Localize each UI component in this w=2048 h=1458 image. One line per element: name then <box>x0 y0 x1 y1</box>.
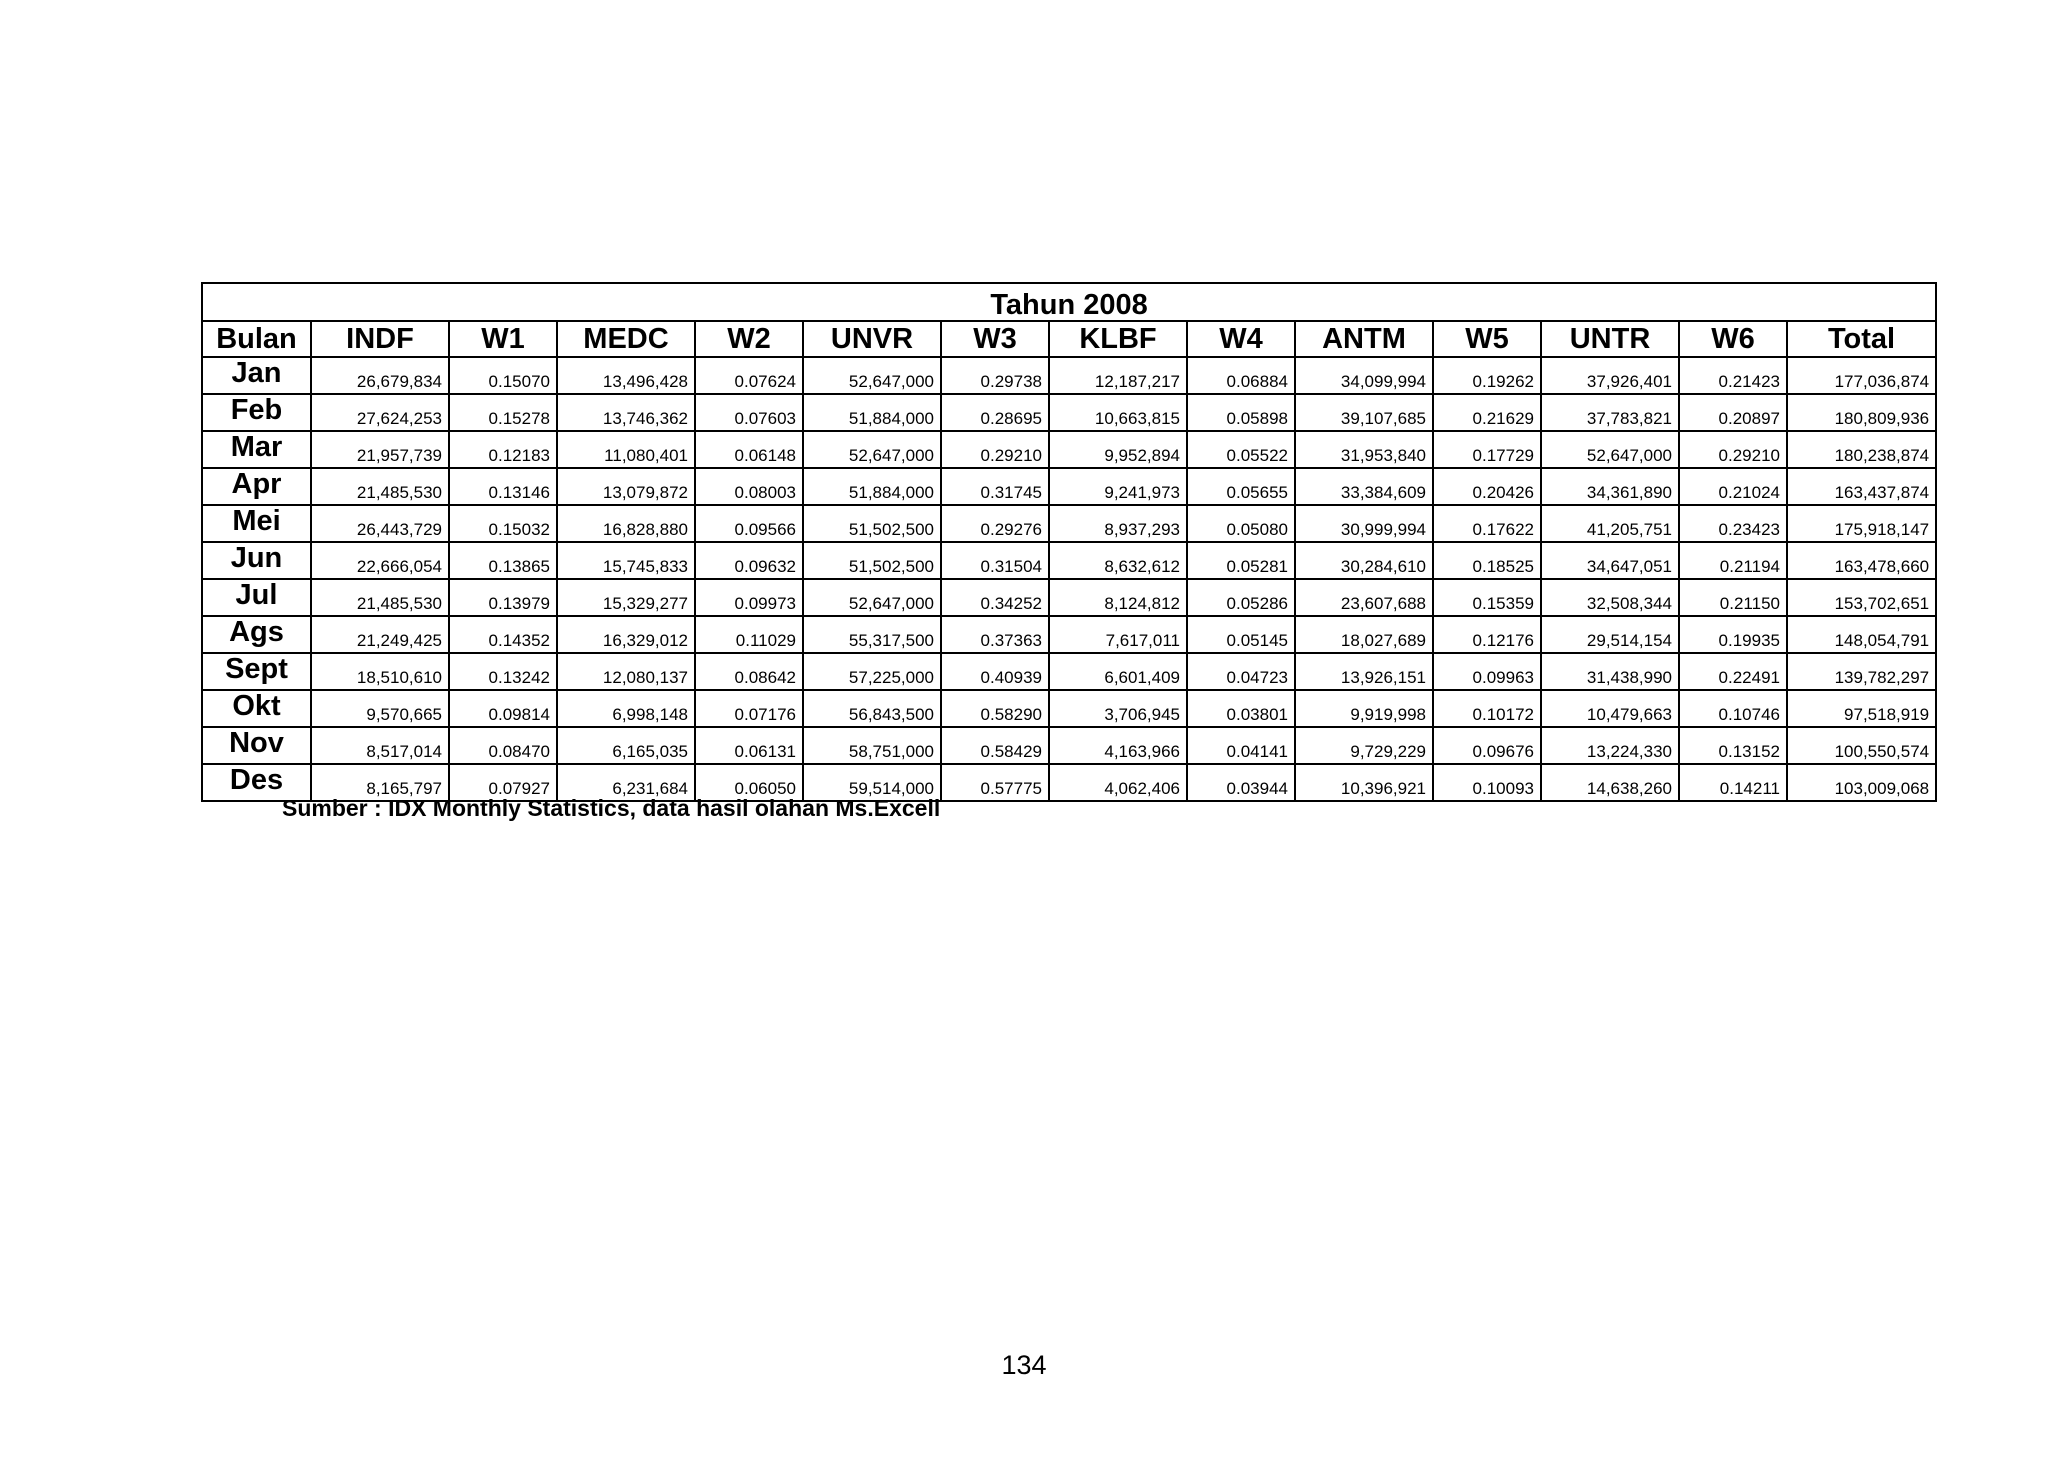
table-cell: 34,099,994 <box>1295 357 1433 394</box>
table-cell: 0.29210 <box>941 431 1049 468</box>
table-cell: 9,952,894 <box>1049 431 1187 468</box>
table-cell: 0.13242 <box>449 653 557 690</box>
table-cell: 97,518,919 <box>1787 690 1936 727</box>
table-cell: 23,607,688 <box>1295 579 1433 616</box>
table-cell: 4,163,966 <box>1049 727 1187 764</box>
table-cell: 13,926,151 <box>1295 653 1433 690</box>
data-table <box>201 282 1937 802</box>
table-cell: 0.03944 <box>1187 764 1295 801</box>
table-cell: 6,165,035 <box>557 727 695 764</box>
month-cell: Sept <box>202 653 311 690</box>
table-cell: 26,443,729 <box>311 505 449 542</box>
table-cell: 10,663,815 <box>1049 394 1187 431</box>
table-cell: 0.06131 <box>695 727 803 764</box>
table-cell: 0.03801 <box>1187 690 1295 727</box>
table-cell: 16,828,880 <box>557 505 695 542</box>
table-cell: 0.05145 <box>1187 616 1295 653</box>
table-row <box>202 394 1936 431</box>
month-cell: Feb <box>202 394 311 431</box>
column-header: W5 <box>1433 321 1541 357</box>
table-cell: 0.05080 <box>1187 505 1295 542</box>
table-cell: 177,036,874 <box>1787 357 1936 394</box>
table-cell: 0.09973 <box>695 579 803 616</box>
column-header: UNVR <box>803 321 941 357</box>
table-cell: 0.19935 <box>1679 616 1787 653</box>
table-cell: 0.05898 <box>1187 394 1295 431</box>
table-cell: 18,510,610 <box>311 653 449 690</box>
table-cell: 0.15359 <box>1433 579 1541 616</box>
table-cell: 0.09566 <box>695 505 803 542</box>
table-cell: 27,624,253 <box>311 394 449 431</box>
table-cell: 0.04141 <box>1187 727 1295 764</box>
table-cell: 0.57775 <box>941 764 1049 801</box>
table-cell: 180,238,874 <box>1787 431 1936 468</box>
table-cell: 29,514,154 <box>1541 616 1679 653</box>
table-cell: 0.31745 <box>941 468 1049 505</box>
table-cell: 0.04723 <box>1187 653 1295 690</box>
table-cell: 0.15032 <box>449 505 557 542</box>
table-row <box>202 431 1936 468</box>
month-cell: Jan <box>202 357 311 394</box>
table-cell: 0.37363 <box>941 616 1049 653</box>
table-cell: 0.34252 <box>941 579 1049 616</box>
table-cell: 26,679,834 <box>311 357 449 394</box>
table-cell: 0.09676 <box>1433 727 1541 764</box>
table-cell: 0.07927 <box>449 764 557 801</box>
table-row <box>202 579 1936 616</box>
table-cell: 55,317,500 <box>803 616 941 653</box>
table-cell: 0.18525 <box>1433 542 1541 579</box>
column-header: W4 <box>1187 321 1295 357</box>
table-cell: 0.12176 <box>1433 616 1541 653</box>
table-cell: 0.20426 <box>1433 468 1541 505</box>
table-cell: 0.14211 <box>1679 764 1787 801</box>
table-cell: 0.17729 <box>1433 431 1541 468</box>
table-cell: 0.15278 <box>449 394 557 431</box>
table-cell: 56,843,500 <box>803 690 941 727</box>
table-cell: 8,124,812 <box>1049 579 1187 616</box>
table-cell: 0.23423 <box>1679 505 1787 542</box>
page-number: 134 <box>1001 1350 1047 1380</box>
table-cell: 30,284,610 <box>1295 542 1433 579</box>
month-cell: Mar <box>202 431 311 468</box>
table-cell: 0.21024 <box>1679 468 1787 505</box>
table-cell: 0.13146 <box>449 468 557 505</box>
table-cell: 37,926,401 <box>1541 357 1679 394</box>
table-cell: 180,809,936 <box>1787 394 1936 431</box>
table-cell: 0.40939 <box>941 653 1049 690</box>
table-cell: 37,783,821 <box>1541 394 1679 431</box>
table-cell: 32,508,344 <box>1541 579 1679 616</box>
table-cell: 12,080,137 <box>557 653 695 690</box>
table-cell: 34,647,051 <box>1541 542 1679 579</box>
table-cell: 0.09814 <box>449 690 557 727</box>
table-cell: 0.06050 <box>695 764 803 801</box>
table-cell: 0.13152 <box>1679 727 1787 764</box>
table-cell: 10,479,663 <box>1541 690 1679 727</box>
table-row <box>202 468 1936 505</box>
table-cell: 0.13979 <box>449 579 557 616</box>
month-cell: Jun <box>202 542 311 579</box>
table-cell: 0.06884 <box>1187 357 1295 394</box>
table-cell: 0.29276 <box>941 505 1049 542</box>
table-cell: 34,361,890 <box>1541 468 1679 505</box>
table-row <box>202 653 1936 690</box>
table-cell: 0.31504 <box>941 542 1049 579</box>
month-cell: Ags <box>202 616 311 653</box>
table-cell: 0.08003 <box>695 468 803 505</box>
column-header: Bulan <box>202 321 311 357</box>
table-cell: 0.21194 <box>1679 542 1787 579</box>
table-cell: 0.07624 <box>695 357 803 394</box>
table-cell: 9,919,998 <box>1295 690 1433 727</box>
table-header-row <box>202 321 1936 357</box>
month-cell: Jul <box>202 579 311 616</box>
table-cell: 0.07176 <box>695 690 803 727</box>
table-cell: 100,550,574 <box>1787 727 1936 764</box>
table-cell: 21,485,530 <box>311 579 449 616</box>
table-cell: 148,054,791 <box>1787 616 1936 653</box>
table-cell: 0.14352 <box>449 616 557 653</box>
table-cell: 0.08642 <box>695 653 803 690</box>
table-cell: 3,706,945 <box>1049 690 1187 727</box>
table-cell: 0.21423 <box>1679 357 1787 394</box>
table-cell: 6,231,684 <box>557 764 695 801</box>
table-cell: 0.22491 <box>1679 653 1787 690</box>
table-cell: 13,224,330 <box>1541 727 1679 764</box>
table-cell: 175,918,147 <box>1787 505 1936 542</box>
month-cell: Des <box>202 764 311 801</box>
table-cell: 0.07603 <box>695 394 803 431</box>
table-cell: 31,438,990 <box>1541 653 1679 690</box>
table-cell: 0.15070 <box>449 357 557 394</box>
table-row <box>202 727 1936 764</box>
column-header: ANTM <box>1295 321 1433 357</box>
table-cell: 58,751,000 <box>803 727 941 764</box>
column-header: UNTR <box>1541 321 1679 357</box>
table-title: Tahun 2008 <box>202 283 1936 321</box>
table-cell: 52,647,000 <box>803 357 941 394</box>
table-cell: 16,329,012 <box>557 616 695 653</box>
table-cell: 0.28695 <box>941 394 1049 431</box>
table-cell: 0.21629 <box>1433 394 1541 431</box>
table-cell: 15,329,277 <box>557 579 695 616</box>
table-cell: 8,632,612 <box>1049 542 1187 579</box>
table-cell: 0.09963 <box>1433 653 1541 690</box>
table-cell: 0.20897 <box>1679 394 1787 431</box>
table-cell: 163,437,874 <box>1787 468 1936 505</box>
table-cell: 0.09632 <box>695 542 803 579</box>
table-cell: 0.10172 <box>1433 690 1541 727</box>
table-cell: 0.21150 <box>1679 579 1787 616</box>
table-cell: 51,502,500 <box>803 505 941 542</box>
column-header: INDF <box>311 321 449 357</box>
table-cell: 10,396,921 <box>1295 764 1433 801</box>
table-cell: 4,062,406 <box>1049 764 1187 801</box>
table-cell: 6,601,409 <box>1049 653 1187 690</box>
table-cell: 13,746,362 <box>557 394 695 431</box>
table-cell: 9,241,973 <box>1049 468 1187 505</box>
table-cell: 0.13865 <box>449 542 557 579</box>
column-header: W1 <box>449 321 557 357</box>
table-row <box>202 357 1936 394</box>
table-cell: 0.10746 <box>1679 690 1787 727</box>
table-cell: 0.08470 <box>449 727 557 764</box>
table-cell: 0.19262 <box>1433 357 1541 394</box>
table-cell: 153,702,651 <box>1787 579 1936 616</box>
table-cell: 0.06148 <box>695 431 803 468</box>
table-title-row <box>202 283 1936 321</box>
table-cell: 0.10093 <box>1433 764 1541 801</box>
table-cell: 59,514,000 <box>803 764 941 801</box>
table-cell: 51,502,500 <box>803 542 941 579</box>
table-cell: 41,205,751 <box>1541 505 1679 542</box>
table-cell: 8,517,014 <box>311 727 449 764</box>
table-cell: 9,729,229 <box>1295 727 1433 764</box>
table-cell: 39,107,685 <box>1295 394 1433 431</box>
table-cell: 103,009,068 <box>1787 764 1936 801</box>
source-note: Sumber : IDX Monthly Statistics, data hasil olahan Ms.Excell <box>282 795 941 821</box>
table-cell: 51,884,000 <box>803 394 941 431</box>
month-cell: Okt <box>202 690 311 727</box>
table-row <box>202 690 1936 727</box>
table-cell: 52,647,000 <box>803 579 941 616</box>
table-row <box>202 505 1936 542</box>
table-cell: 11,080,401 <box>557 431 695 468</box>
table-cell: 22,666,054 <box>311 542 449 579</box>
table-cell: 13,079,872 <box>557 468 695 505</box>
table-cell: 0.29210 <box>1679 431 1787 468</box>
column-header: W2 <box>695 321 803 357</box>
table-cell: 51,884,000 <box>803 468 941 505</box>
table-row <box>202 616 1936 653</box>
column-header: KLBF <box>1049 321 1187 357</box>
table-cell: 7,617,011 <box>1049 616 1187 653</box>
table-cell: 6,998,148 <box>557 690 695 727</box>
table-cell: 163,478,660 <box>1787 542 1936 579</box>
table-body <box>202 357 1936 801</box>
table-cell: 8,165,797 <box>311 764 449 801</box>
table-cell: 0.29738 <box>941 357 1049 394</box>
table-cell: 31,953,840 <box>1295 431 1433 468</box>
table-cell: 14,638,260 <box>1541 764 1679 801</box>
table-cell: 30,999,994 <box>1295 505 1433 542</box>
month-cell: Mei <box>202 505 311 542</box>
column-header: W6 <box>1679 321 1787 357</box>
table-cell: 12,187,217 <box>1049 357 1187 394</box>
table-cell: 21,249,425 <box>311 616 449 653</box>
table-cell: 0.58429 <box>941 727 1049 764</box>
table-cell: 0.58290 <box>941 690 1049 727</box>
column-header: Total <box>1787 321 1936 357</box>
table-cell: 33,384,609 <box>1295 468 1433 505</box>
month-cell: Apr <box>202 468 311 505</box>
month-cell: Nov <box>202 727 311 764</box>
table-row <box>202 542 1936 579</box>
table-cell: 0.05522 <box>1187 431 1295 468</box>
table-cell: 139,782,297 <box>1787 653 1936 690</box>
table-cell: 0.17622 <box>1433 505 1541 542</box>
table-cell: 52,647,000 <box>1541 431 1679 468</box>
table-cell: 21,485,530 <box>311 468 449 505</box>
table-cell: 18,027,689 <box>1295 616 1433 653</box>
table-cell: 57,225,000 <box>803 653 941 690</box>
table-cell: 8,937,293 <box>1049 505 1187 542</box>
table-cell: 0.05286 <box>1187 579 1295 616</box>
column-header: MEDC <box>557 321 695 357</box>
table-cell: 21,957,739 <box>311 431 449 468</box>
table-cell: 9,570,665 <box>311 690 449 727</box>
table-cell: 52,647,000 <box>803 431 941 468</box>
table-cell: 0.05655 <box>1187 468 1295 505</box>
table-cell: 15,745,833 <box>557 542 695 579</box>
table-cell: 0.05281 <box>1187 542 1295 579</box>
table-cell: 0.12183 <box>449 431 557 468</box>
column-header: W3 <box>941 321 1049 357</box>
table-cell: 0.11029 <box>695 616 803 653</box>
table-cell: 13,496,428 <box>557 357 695 394</box>
